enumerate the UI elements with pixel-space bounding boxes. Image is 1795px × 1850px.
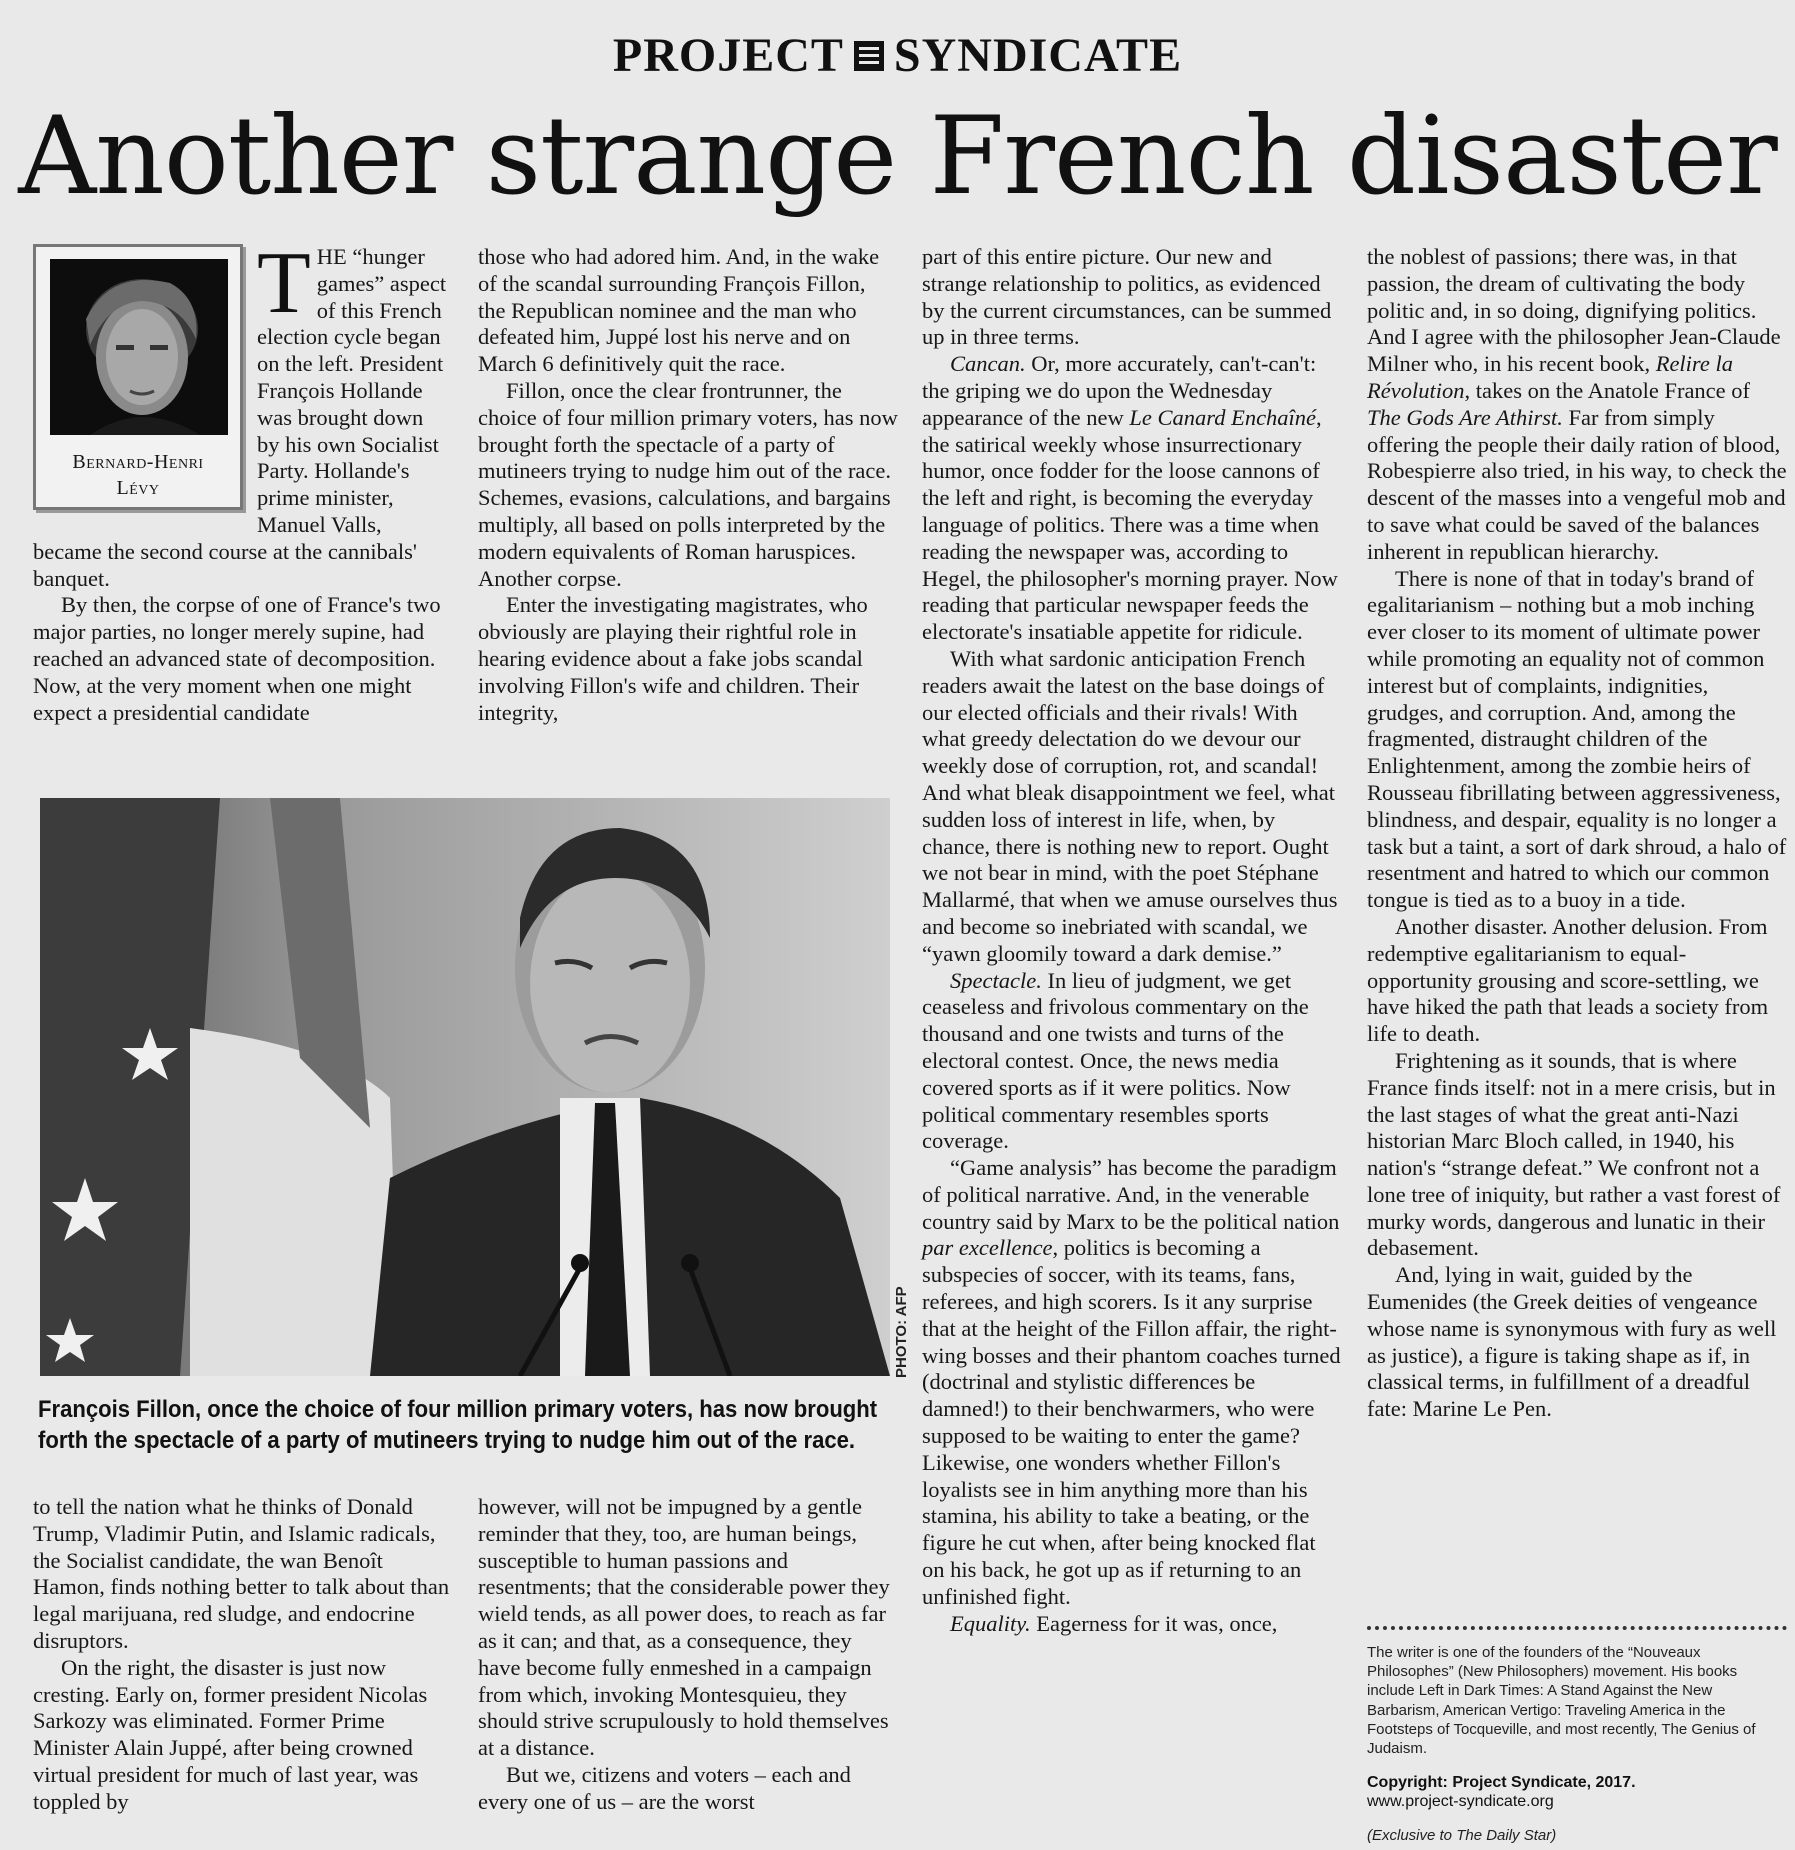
masthead bbox=[0, 28, 1795, 83]
paragraph: Frightening as it sounds, that is where France finds itself: not in a mere crisis, but in the last stages of what the great anti-Nazi historian Marc Bloch called, in 1940, his nation's “strange defeat.” We confront not a lone tree of iniquity, but rather a vast forest of murky words, dangerous and lunatic in their debasement. bbox=[1367, 1047, 1781, 1261]
author-portrait bbox=[50, 259, 228, 435]
paragraph: THE “hunger games” aspect of this French election cycle began on the left. President François Hollande was brought down by his own Socialist Party. Hollande's prime minister, Manuel Valls, became the second course at the cannibals' banquet. bbox=[33, 235, 447, 591]
paragraph: With what sardonic anticipation French readers await the latest on the base doings of our elected officials and their rivals! With what greedy delectation do we devour our weekly dose of corruption, rot, and scandal! And what bleak disappointment we feel, what sudden loss of interest in life, when, by chance, there is nothing new to report. Ought we not bear in mind, with the poet Stéphane Mallarmé, that when we amuse ourselves thus and become so inebriated with scandal, we “yawn gloomily toward a dark demise.” bbox=[922, 645, 1338, 966]
author-box bbox=[33, 244, 243, 510]
article-photo bbox=[40, 798, 890, 1376]
masthead-project: PROJECT bbox=[612, 29, 844, 82]
paragraph: There is none of that in today's brand of egalitarianism – nothing but a mob inching ever closer to its moment of ultimate power while promoting an equality not of common interest but of complaints, indignities, grudges, and corruption. And, among the fragmented, distraught children of the Enlightenment, among the zombie heirs of Rousseau fibrillating between aggressiveness, blindness, and despair, equality is no longer a task but a taint, a sort of dark shroud, a halo of resentment and hatred to which our common tongue is tied as to a buoy in a tide. bbox=[1367, 565, 1787, 913]
paragraph: And, lying in wait, guided by the Eumenides (the Greek deities of vengeance whose name is synonymous with fury as well as justice), a figure is taking shape as if, in classical terms, in fulfillment of a dreadful fate: Marine Le Pen. bbox=[1367, 1262, 1777, 1422]
paragraph: part of this entire picture. Our new and strange relationship to politics, as evidenced by the current circumstances, can be summed up in three terms. bbox=[922, 244, 1332, 350]
paragraph: the noblest of passions; there was, in that passion, the dream of cultivating the body politic and, in so doing, dignifying politics. And I agree with the philosopher Jean-Claude Milner who, in his recent book, Relire la Révolution, takes on the Anatole France of The Gods Are Athirst. Far from simply offering the people their daily ration of blood, Robespierre also tried, in his way, to check the descent of the masses into a vengeful mob and to save what could be saved of the balances inherent in republican hierarchy. bbox=[1367, 244, 1787, 564]
copyright-line: Copyright: Project Syndicate, 2017. bbox=[1367, 1774, 1636, 1791]
masthead-syndicate: SYNDICATE bbox=[893, 29, 1183, 82]
paragraph: Fillon, once the clear frontrunner, the choice of four million primary voters, has now brought forth the spectacle of a party of mutineers trying to nudge him out of the race. Schemes, evasions, calculations, and bargains multiply, all based on polls interpreted by the modern equivalents of Roman haruspices. Another corpse. bbox=[478, 377, 898, 591]
paragraph: Another disaster. Another delusion. From redemptive egalitarianism to equal-opportunity grousing and score-settling, we have hiked the path that leads a society from life to death. bbox=[1367, 913, 1769, 1047]
column-1-top bbox=[33, 235, 451, 726]
column-3 bbox=[922, 244, 1342, 1637]
author-bio: The writer is one of the founders of the “Nouveaux Philosophes” (New Philosophers) movement. His books include Left in Dark Times: A Stand Against the New Barbarism, American Vertigo: Traveling America in the Footsteps of Tocqueville, and most recently, The Genius of Judaism. bbox=[1367, 1644, 1756, 1758]
drop-cap: T bbox=[257, 235, 311, 332]
website-link[interactable]: www.project-syndicate.org bbox=[1367, 1793, 1554, 1810]
syndicate-logo-icon bbox=[854, 41, 884, 71]
paragraph: By then, the corpse of one of France's two major parties, no longer merely supine, had reached an advanced state of decomposition. Now, at the very moment when one might expect a presidential candidate bbox=[33, 592, 441, 725]
paragraph: Spectacle. In lieu of judgment, we get ceaseless and frivolous commentary on the thousand and one twists and turns of the electoral contest. Once, the news media covered sports as if it were politics. Now political commentary resembles sports coverage. bbox=[922, 967, 1309, 1154]
column-4 bbox=[1367, 244, 1787, 1423]
photo-credit: PHOTO: AFP bbox=[893, 1286, 910, 1378]
exclusive-note: (Exclusive to The Daily Star) bbox=[1367, 1827, 1557, 1844]
headline: Another strange French disaster bbox=[18, 94, 1777, 219]
copyright bbox=[1367, 1773, 1787, 1811]
paragraph: however, will not be impugned by a gentle reminder that they, too, are human beings, susceptible to human passions and resentments; that the considerable power they wield tends, as all power does, to reach as far as it can; and that, as a consequence, they have become fully enmeshed in a campaign from which, invoking Montesquieu, they should strive scrupulously to hold themselves at a distance. bbox=[478, 1494, 890, 1761]
column-1-bottom bbox=[33, 1494, 451, 1816]
column-2-top bbox=[478, 244, 898, 726]
paragraph: Equality. Eagerness for it was, once, bbox=[950, 1610, 1278, 1636]
paragraph: Enter the investigating magistrates, who obviously are playing their rightful role in hearing evidence about a fake jobs scandal involving Fillon's wife and children. Their integrity, bbox=[478, 592, 868, 725]
paragraph: those who had adored him. And, in the wake of the scandal surrounding François Fillon, the Republican nominee and the man who defeated him, Juppé lost his nerve and on March 6 definitively quit the race. bbox=[478, 244, 880, 377]
paragraph: But we, citizens and voters – each and every one of us – are the worst bbox=[478, 1761, 851, 1814]
author-name: Bernard-Henri Lévy bbox=[72, 451, 204, 499]
paragraph: On the right, the disaster is just now cresting. Early on, former president Nicolas Sarkozy was eliminated. Former Prime Minister Alain Juppé, after being crowned virtual president for much of last year, was toppled by bbox=[33, 1654, 428, 1814]
divider bbox=[1367, 1626, 1787, 1630]
paragraph: to tell the nation what he thinks of Donald Trump, Vladimir Putin, and Islamic radicals, the Socialist candidate, the wan Benoît Hamon, finds nothing better to talk about than legal marijuana, red sludge, and endocrine disruptors. bbox=[33, 1494, 450, 1653]
paragraph: Cancan. Or, more accurately, can't-can't: the griping we do upon the Wednesday appearance of the new Le Canard Enchaîné, the satirical weekly whose insurrectionary humor, once fodder for the loose cannons of the left and right, is becoming the everyday language of politics. There was a time when reading the newspaper was, according to Hegel, the philosopher's morning prayer. Now reading that particular newspaper feeds the electorate's insatiable appetite for ridicule. bbox=[922, 351, 1338, 645]
column-2-bottom bbox=[478, 1494, 898, 1816]
photo-caption: François Fillon, once the choice of four million primary voters, has now brought forth the spectacle of a party of mutineers trying to nudge him out of the race. bbox=[38, 1396, 878, 1454]
paragraph: “Game analysis” has become the paradigm of political narrative. And, in the venerable country said by Marx to be the political nation par excellence, politics is becoming a subspecies of soccer, with its teams, fans, referees, and high scorers. Is it any surprise that at the height of the Fillon affair, the right-wing bosses and their phantom coaches turned (doctrinal and stylistic differences be damned!) to their benchwarmers, who were supposed to be waiting to enter the game? Likewise, one wonders whether Fillon's loyalists see in him anything more than his stamina, his ability to take a beating, or the figure he cut when, after being knocked flat on his back, he got up as if returning to an unfinished fight. bbox=[922, 1155, 1341, 1609]
